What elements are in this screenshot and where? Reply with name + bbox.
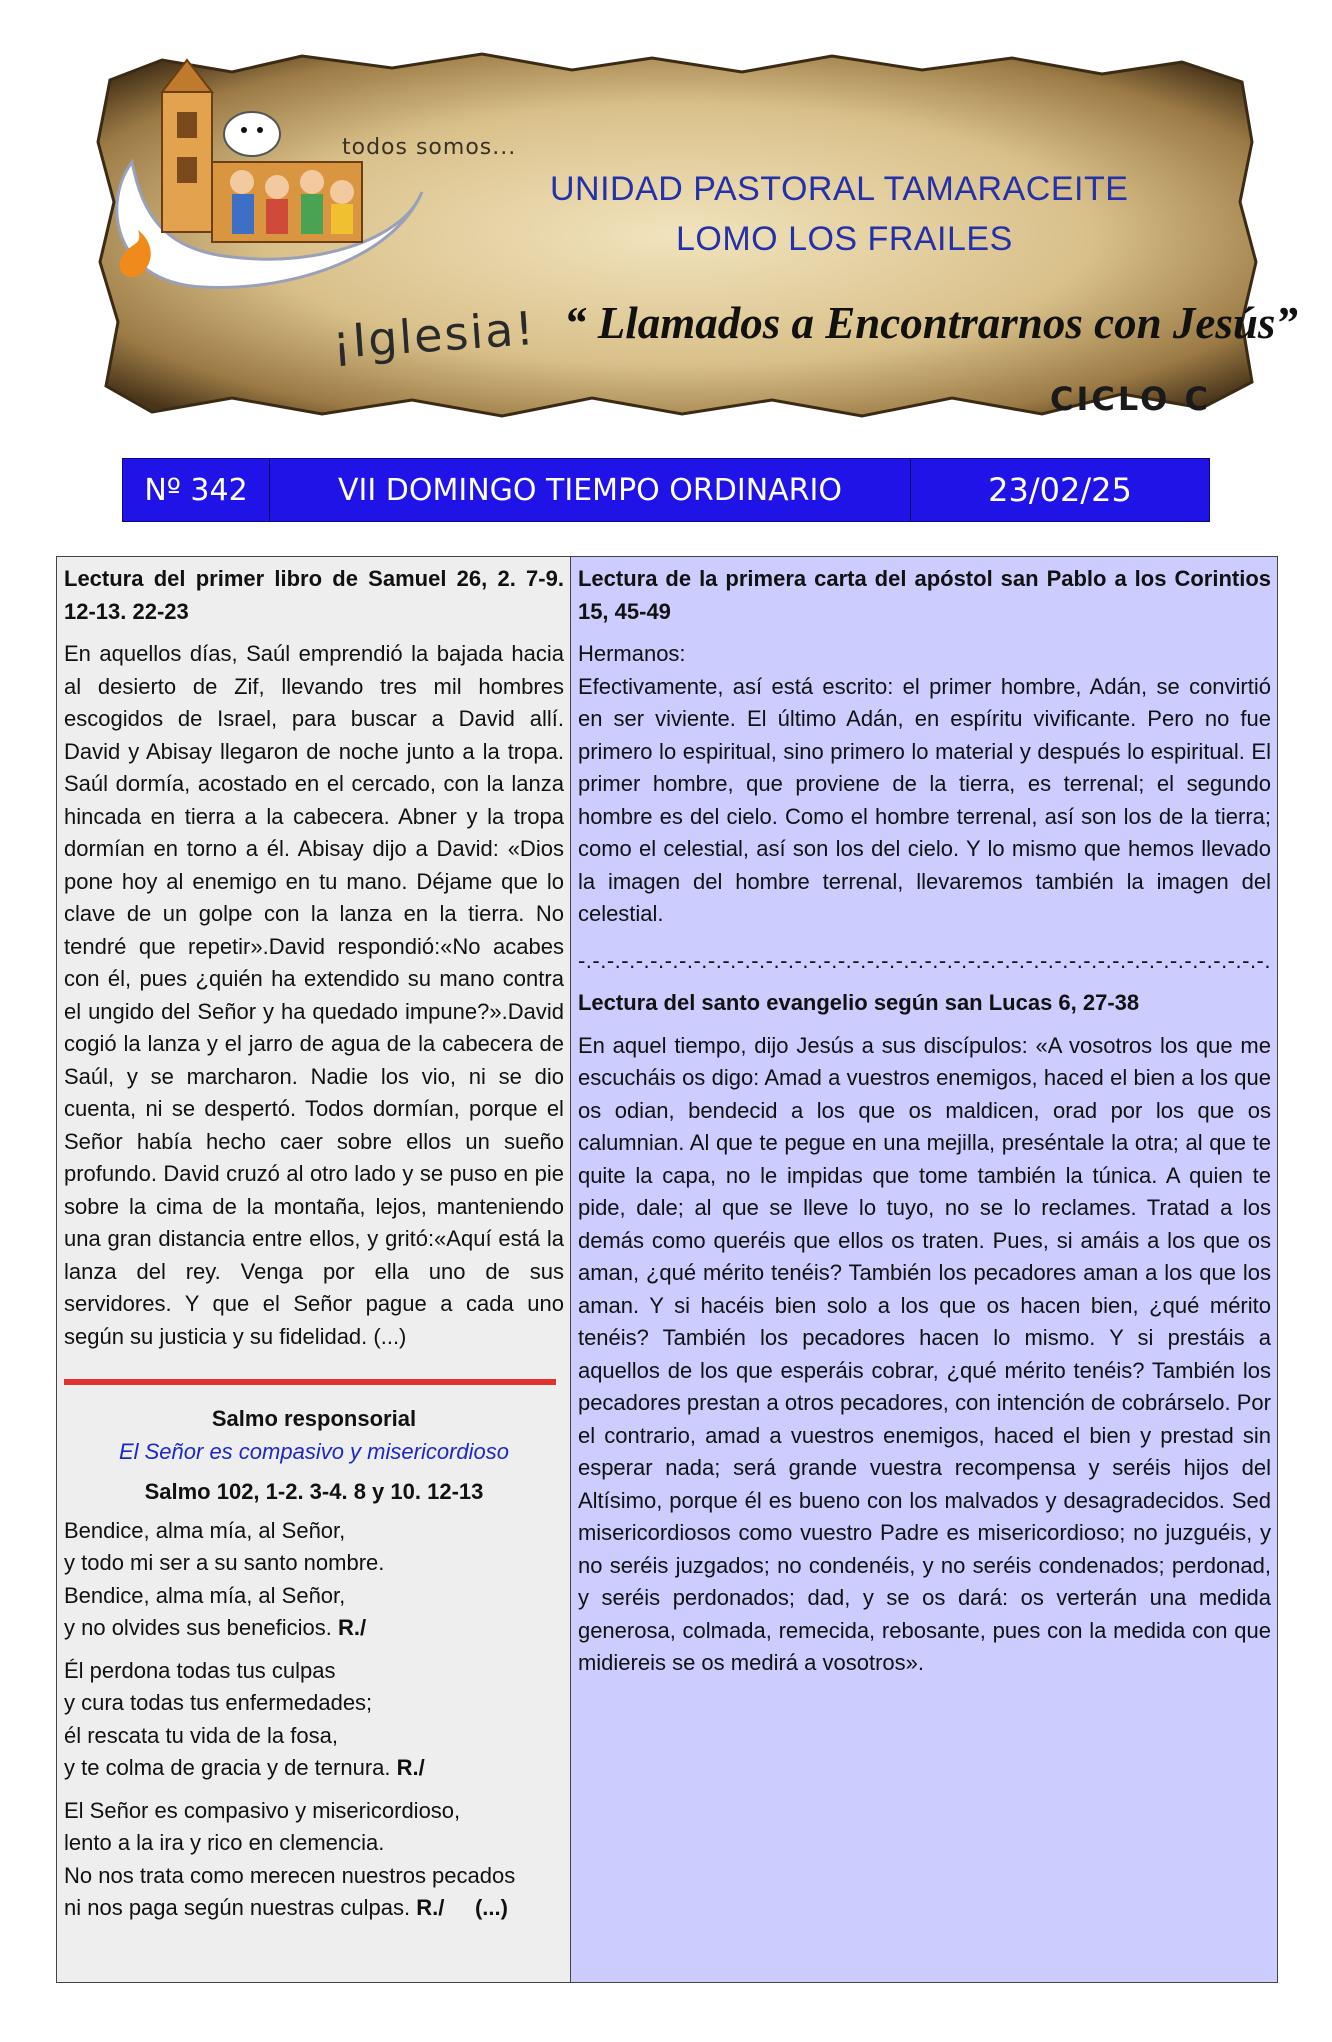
stanza-line <box>64 1892 564 1925</box>
readings-table <box>56 556 1278 1983</box>
psalm-title: Salmo responsorial <box>211 1406 417 1431</box>
stanza-line: y cura todas tus enfermedades; <box>64 1690 373 1715</box>
refrain-mark: R./ <box>396 1755 425 1780</box>
liturgical-cycle: CICLO C <box>1050 380 1211 418</box>
gospel-title: Lectura del santo evangelio según san Lucas 6, 27-38 <box>577 990 1140 1015</box>
logo-tagline: todos somos... <box>342 135 517 160</box>
stanza-line <box>64 1752 564 1785</box>
stanza-line: Él perdona todas tus culpas <box>64 1657 336 1683</box>
issue-date: 23/02/25 <box>988 471 1132 509</box>
issue-number: Nº 342 <box>123 459 270 521</box>
dotted-separator: -.-.-.-.-.-.-.-.-.-.-.-.-.-.-.-.-.-.-.-.-.-.-.-.-.-.-.-.-.-.-.-.-.-.-.-.-.-.-.-.-.-.-.-.-.-.-.-. <box>577 947 1271 973</box>
psalm-stanza-2 <box>64 1655 564 1785</box>
stanza-line: él rescata tu vida de la fosa, <box>64 1722 338 1748</box>
psalm-reference: Salmo 102, 1-2. 3-4. 8 y 10. 12-13 <box>144 1479 484 1504</box>
first-reading-text: En aquellos días, Saúl emprendió la bajada hacia al desierto de Zif, llevando tres mil hombres escogidos de Israel, para buscar a David allí. David y Abisay llegaron de noche junto a la tropa. Saúl dormía, acostado en el cercado, con la lanza hincada en tierra a la cabecera. Abner y la tropa dormían en torno a él. Abisay dijo a David: «Dios pone hoy al enemigo en tu mano. Déjame que lo clave de un golpe con la lanza en la tierra. No tendré que repetir».David respondió:«No acabes con él, pues ¿quién ha extendido su mano contra el ungido del Señor y ha quedado impune?».David cogió la lanza y el jarro de agua de la cabecera de Saúl, y se marcharon. Nadie los vio, ni se dio cuenta, ni se despertó. Todos dormían, porque el Señor había hecho caer sobre ellos un sueño profundo. David cruzó al otro lado y se puso en pie sobre la cima de la montaña, lejos, manteniendo una gran distancia entre ellos, y gritó:«Aquí está la lanza del rey. Venga por ella uno de sus servidores. Y que el Señor pague a cada uno según su justicia y su fidelidad. (...) <box>64 641 564 1349</box>
refrain-mark: R./ <box>337 1615 367 1640</box>
first-reading-title: Lectura del primer libro de Samuel 26, 2. 7-9. 12-13. 22-23 <box>64 566 564 624</box>
left-column <box>57 557 571 1982</box>
stanza-line: y todo mi ser a su santo nombre. <box>64 1550 385 1575</box>
header-banner <box>92 52 1298 418</box>
stanza-line-text: ni nos paga según nuestras culpas. <box>64 1895 411 1920</box>
refrain-mark: R./ <box>416 1895 445 1920</box>
motto: “ Llamados a Encontrarnos con Jesús” <box>564 298 1298 348</box>
stanza-line: No nos trata como merecen nuestros pecados <box>64 1862 516 1888</box>
second-reading-text: Efectivamente, así está escrito: el primer hombre, Adán, se convirtió en ser viviente. El último Adán, en espíritu vivificante. Pero no fue primero lo espiritual, sino primero lo material y después lo espiritual. El primer hombre, que proviene de la tierra, es terrenal; el segundo hombre es del cielo. Como el hombre terrenal, así son los de la tierra; como el celestial, así son los del cielo. Y lo mismo que hemos llevado la imagen del hombre terrenal, llevaremos también la imagen del celestial. <box>577 673 1271 926</box>
stanza-line <box>64 1612 564 1645</box>
right-column <box>571 557 1277 1982</box>
org-name-line1: UNIDAD PASTORAL TAMARACEITE <box>550 170 1129 208</box>
psalm-stanza-1 <box>64 1515 564 1645</box>
second-reading-greeting: Hermanos: <box>577 641 686 666</box>
stanza-line: Bendice, alma mía, al Señor, <box>64 1582 346 1608</box>
stanza-line: Bendice, alma mía, al Señor, <box>64 1517 346 1543</box>
gospel-text: En aquel tiempo, dijo Jesús a sus discípulos: «A vosotros los que me escucháis os digo: Amad a vuestros enemigos, haced el bien a los que os odian, bendecid a los que os maldicen, orad por los que os calumnian. Al que te pegue en una mejilla, preséntale la otra; al que te quite la capa, no le impidas que tome también la túnica. A quien te pide, dale; al que se lleve lo tuyo, no se lo reclames. Tratad a los demás como queréis que ellos os traten. Pues, si amáis a los que os aman, ¿qué mérito tenéis? También los pecadores aman a los que los aman. Y si hacéis bien solo a los que os hacen bien, ¿qué mérito tenéis? También los pecadores hacen lo mismo. Y si prestáis a aquellos de los que esperáis cobrar, ¿qué mérito tenéis? También los pecadores prestan a otros pecadores, con intención de cobrárselo. Por el contrario, amad a vuestros enemigos, haced el bien y prestad sin esperar nada; será grande vuestra recompensa y seréis hijos del Altísimo, porque él es bueno con los malvados y desagradecidos. Sed misericordiosos como vuestro Padre es misericordioso; no juzguéis, y no seréis juzgados; no condenéis, y no seréis condenados; perdonad, y seréis perdonados; dad, y se os dará: os verterán una medida generosa, colmada, remecida, rebosante, pues con la medida con que midiereis se os medirá a vosotros». <box>577 1032 1271 1675</box>
logo-word: ¡Iglesia! <box>330 300 538 370</box>
psalm-response: El Señor es compasivo y misericordioso <box>118 1438 509 1464</box>
second-reading-title: Lectura de la primera carta del apóstol san Pablo a los Corintios 15, 45-49 <box>577 566 1271 624</box>
org-name-line2: LOMO LOS FRAILES <box>676 220 1013 258</box>
iglesia-logo <box>92 52 442 312</box>
sunday-name: VII DOMINGO TIEMPO ORDINARIO <box>270 459 911 521</box>
section-divider <box>64 1379 556 1385</box>
ellipsis-mark: (...) <box>474 1895 508 1920</box>
stanza-line: lento a la ira y rico en clemencia. <box>64 1830 385 1855</box>
stanza-line: El Señor es compasivo y misericordioso, <box>64 1797 461 1823</box>
issue-title-bar <box>122 458 1210 522</box>
psalm-stanza-3 <box>64 1795 564 1925</box>
stanza-line-text: y no olvides sus beneficios. <box>64 1615 332 1640</box>
stanza-line-text: y te colma de gracia y de ternura. <box>64 1755 391 1780</box>
